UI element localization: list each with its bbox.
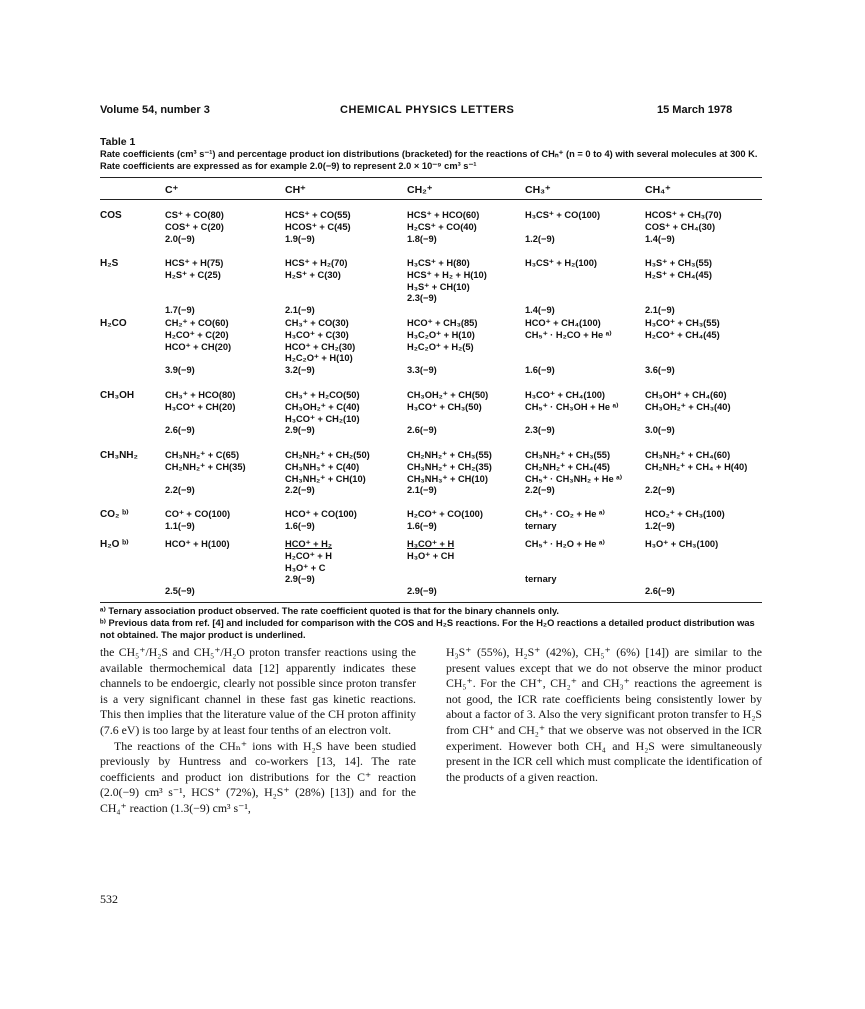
cell-line: H₃CO⁺ + CH₃(50) xyxy=(407,401,482,412)
cell-line: H₂S⁺ + C(30) xyxy=(285,269,341,280)
column-header-ch: CH⁺ xyxy=(285,184,306,196)
table-header-rule xyxy=(100,199,762,200)
row-label: H₂O ᵇ⁾ xyxy=(100,539,129,550)
cell-line xyxy=(165,293,223,305)
cell-line: H₃CO⁺ + H xyxy=(407,539,455,549)
cell-line: HCS⁺ + H₂ + H(10) xyxy=(407,269,487,280)
cell-line: 2.0(−9) xyxy=(165,233,195,244)
cell-line: CH₂NH₂⁺ + CH₃(55) xyxy=(407,450,492,460)
cell-line xyxy=(525,222,600,234)
cell-line: HCO⁺ + CO(100) xyxy=(285,509,357,519)
cell-line: H₂S⁺ + CH₄(45) xyxy=(645,269,712,280)
table-cell xyxy=(645,539,718,598)
cell-line xyxy=(525,353,612,365)
cell-line: H₃O⁺ + CH₃(100) xyxy=(645,539,719,549)
cell-line: H₃O⁺ + C xyxy=(285,562,326,573)
table-cell xyxy=(525,509,605,533)
table-cell xyxy=(285,390,360,437)
cell-line xyxy=(645,282,712,294)
cell-line: H₃S⁺ + CH₃(55) xyxy=(645,258,712,268)
table-caption: Rate coefficients (cm³ s⁻¹) and percentage product ion distributions (bracketed) for the reactions of CHₙ⁺ (n = 0 to 4) with several molecules at 300 K. Rate coefficients are expressed as for example 2.0(−9) to represent 2.0 × 10⁻⁹ cm³ s⁻¹ xyxy=(100,149,758,171)
table-cell xyxy=(165,258,223,317)
cell-line: CH₂NH₂⁺ + CH₄(45) xyxy=(525,461,611,472)
cell-line: 2.1(−9) xyxy=(285,305,315,316)
cell-line: H₂S⁺ + C(25) xyxy=(165,269,221,280)
cell-line: HCO⁺ + CH₄(100) xyxy=(525,318,601,328)
table-cell xyxy=(645,318,720,377)
cell-line xyxy=(285,293,348,305)
cell-line: CH₃⁺ + H₂CO(50) xyxy=(285,390,360,400)
table-cell xyxy=(525,450,622,497)
cell-line: H₃S⁺ + CH(10) xyxy=(407,281,470,292)
table-bottom-rule xyxy=(100,602,762,603)
cell-line: HCOS⁺ + C(45) xyxy=(285,221,351,232)
cell-line: CH₂⁺ + CO(60) xyxy=(165,318,229,328)
cell-line: HCO₂⁺ + CH₃(100) xyxy=(645,509,725,519)
cell-line: 1.9(−9) xyxy=(285,233,315,244)
cell-line: 1.2(−9) xyxy=(525,233,555,244)
footnote-b: ᵇ⁾ Previous data from ref. [4] and included for comparison with the COS and H₂S reactions. For the H₂O reactions a detailed product distribution was not obtained. The major product is underlined. xyxy=(100,618,755,640)
table-cell xyxy=(645,390,731,437)
cell-line xyxy=(165,563,230,575)
cell-line: 1.2(−9) xyxy=(645,520,675,531)
table-cell xyxy=(525,258,597,317)
cell-line: 2.1(−9) xyxy=(645,305,675,316)
column-header-ch3: CH₃⁺ xyxy=(525,184,551,196)
cell-line: 2.2(−9) xyxy=(645,485,675,496)
cell-line: CH₃OH₂⁺ + CH₃(40) xyxy=(645,401,731,412)
cell-line: CH₃NH₂⁺ + CH₃(55) xyxy=(525,450,611,460)
cell-line: HCS⁺ + H₂(70) xyxy=(285,258,348,268)
cell-line: H₂CS⁺ + CO(40) xyxy=(407,221,477,232)
cell-line: H₂C₂O⁺ + H₂(5) xyxy=(407,341,474,352)
table-cell xyxy=(285,258,348,317)
cell-line: 2.5(−9) xyxy=(165,586,195,597)
paragraph: H₃S⁺ (55%), H₂S⁺ (42%), CH₅⁺ (6%) [14]) are similar to the present values except that we do not observe the minor product CH₅⁺. For the CH⁺, CH₂⁺ and CH₃⁺ reactions the agreement is not good, the ICR rate coefficients being consistently lower by about a factor of 3. Also the very significant proton transfer to H₂S from CH⁺ and CH₂⁺ that we observe was not observed in the ICR experiment. However both CH₄ and H₂S were simultaneously present in the ICR cell which must complicate the identification of the products of a given reaction. xyxy=(446,645,762,784)
cell-line: HCO⁺ + CH₃(85) xyxy=(407,318,478,328)
cell-line: COS⁺ + C(20) xyxy=(165,221,224,232)
table-cell xyxy=(165,509,230,533)
table-cell xyxy=(407,390,488,437)
cell-line xyxy=(645,293,712,305)
cell-line: H₂CO⁺ + CH₄(45) xyxy=(645,329,720,340)
table-cell xyxy=(525,318,612,377)
table-cell xyxy=(165,450,246,497)
cell-line xyxy=(407,563,454,575)
cell-line: 2.6(−9) xyxy=(645,586,675,597)
cell-line: H₃O⁺ + CH xyxy=(407,550,455,561)
cell-line: CH₃OH₂⁺ + CH(50) xyxy=(407,390,489,400)
cell-line: CH₃NH₂⁺ + CH₄(60) xyxy=(645,450,731,460)
cell-line: 1.7(−9) xyxy=(165,305,195,316)
table-cell xyxy=(407,210,479,245)
cell-line: H₂CO⁺ + CO(100) xyxy=(407,509,483,519)
cell-line xyxy=(165,574,230,586)
cell-line: CH₂NH₂⁺ + CH₂(50) xyxy=(285,450,370,460)
cell-line xyxy=(165,551,230,563)
table-cell xyxy=(285,318,355,377)
table-top-rule xyxy=(100,177,762,178)
cell-line: 2.6(−9) xyxy=(165,425,195,436)
cell-line: 2.2(−9) xyxy=(285,485,315,496)
cell-line: CO⁺ + CO(100) xyxy=(165,509,231,519)
cell-line: 2.6(−9) xyxy=(407,425,437,436)
table-cell xyxy=(525,390,618,437)
cell-line: CH₃NH₃⁺ + CH(10) xyxy=(407,473,488,484)
cell-line: H₃CO⁺ + CH₄(100) xyxy=(525,390,606,400)
body-column-right xyxy=(446,645,762,785)
body-column-left xyxy=(100,645,416,817)
cell-line xyxy=(165,282,223,294)
cell-line xyxy=(645,551,718,563)
cell-line: H₃CO⁺ + CH₂(10) xyxy=(285,413,360,424)
cell-line: 3.9(−9) xyxy=(165,365,195,376)
table-cell xyxy=(645,258,712,317)
cell-line: 3.2(−9) xyxy=(285,365,315,376)
column-header-c: C⁺ xyxy=(165,184,179,196)
cell-line: 1.6(−9) xyxy=(525,365,555,376)
table-cell xyxy=(407,258,487,305)
cell-line xyxy=(525,282,597,294)
cell-line: 1.4(−9) xyxy=(525,305,555,316)
column-header-ch4: CH₄⁺ xyxy=(645,184,671,196)
table-cell xyxy=(525,210,600,245)
table-cell xyxy=(645,210,722,245)
cell-line: 3.0(−9) xyxy=(645,425,675,436)
cell-line: 2.3(−9) xyxy=(407,293,437,304)
running-header-journal: CHEMICAL PHYSICS LETTERS xyxy=(340,104,515,116)
cell-line: CH₃NH₂⁺ + CH(10) xyxy=(285,473,366,484)
cell-line: 1.1(−9) xyxy=(165,520,195,531)
cell-line: CH₃OH₂⁺ + C(40) xyxy=(285,401,360,412)
cell-line: CH₃⁺ + HCO(80) xyxy=(165,390,236,400)
cell-line: H₃CS⁺ + CO(100) xyxy=(525,210,601,220)
cell-line xyxy=(165,414,235,426)
table-cell xyxy=(645,450,747,497)
cell-line: CH₅⁺ · CO₂ + He ᵃ⁾ xyxy=(525,509,605,519)
cell-line: CH₅⁺ · CH₃NH₂ + He ᵃ⁾ xyxy=(525,473,622,484)
cell-line: 2.9(−9) xyxy=(407,586,437,597)
row-label: H₂S xyxy=(100,258,119,269)
cell-line: HCOS⁺ + CH₃(70) xyxy=(645,210,722,220)
cell-line: HCS⁺ + H(75) xyxy=(165,258,224,268)
paragraph: The reactions of the CHₙ⁺ ions with H₂S have been studied previously by Huntress and co-workers [13, 14]. The rate coefficients and product ion distributions for the C⁺ reaction (2.0(−9) cm³ s⁻¹, HCS⁺ (72%), H₂S⁺ (28%) [13]) and for the CH₄⁺ reaction (1.3(−9) cm³ s⁻¹, xyxy=(100,738,416,815)
table-cell xyxy=(285,210,351,245)
table-cell xyxy=(285,450,370,497)
cell-line: H₂CO⁺ + H xyxy=(285,550,333,561)
cell-line xyxy=(285,282,348,294)
cell-line xyxy=(407,414,488,426)
row-label: CH₃OH xyxy=(100,390,135,401)
cell-line: HCO⁺ + CH(20) xyxy=(165,341,232,352)
cell-line: H₃CO⁺ + C(30) xyxy=(285,329,349,340)
cell-line: 2.2(−9) xyxy=(525,485,555,496)
cell-line: 1.4(−9) xyxy=(645,233,675,244)
row-label: H₂CO xyxy=(100,318,127,329)
cell-line: CH₃NH₂⁺ + C(65) xyxy=(165,450,240,460)
cell-line xyxy=(645,342,720,354)
cell-line: CH₅⁺ · H₂O + He ᵃ⁾ xyxy=(525,539,605,549)
cell-line: 3.6(−9) xyxy=(645,365,675,376)
cell-line: CH₃NH₃⁺ + C(40) xyxy=(285,461,360,472)
cell-line: H₂C₂O⁺ + H(10) xyxy=(285,353,353,364)
cell-line: HCO⁺ + H(100) xyxy=(165,539,230,549)
cell-line: 2.9(−9) xyxy=(285,425,315,436)
cell-line: CH₅⁺ · CH₃OH + He ᵃ⁾ xyxy=(525,401,619,412)
cell-line xyxy=(645,414,731,426)
cell-line: CS⁺ + CO(80) xyxy=(165,210,224,220)
row-label: CH₃NH₂ xyxy=(100,450,138,461)
cell-line xyxy=(525,293,597,305)
cell-line: 2.1(−9) xyxy=(407,485,437,496)
cell-line: H₃C₂O⁺ + H(10) xyxy=(407,329,475,340)
cell-line: HCS⁺ + HCO(60) xyxy=(407,210,480,220)
cell-line xyxy=(645,574,718,586)
cell-line: 2.9(−9) xyxy=(285,574,315,585)
footnote-a: ᵃ⁾ Ternary association product observed. The rate coefficient quoted is that for the binary channels only. xyxy=(100,606,560,616)
cell-line: H₃CS⁺ + H₂(100) xyxy=(525,258,597,268)
cell-line: CH₃NH₂⁺ + CH₂(35) xyxy=(407,461,492,472)
cell-line xyxy=(525,414,618,426)
cell-line xyxy=(645,474,747,486)
table-cell xyxy=(645,509,725,533)
table-cell xyxy=(165,539,230,598)
cell-line: CH₂NH₂⁺ + CH₄ + H(40) xyxy=(645,461,748,472)
cell-line xyxy=(645,353,720,365)
column-header-ch2: CH₂⁺ xyxy=(407,184,433,196)
row-label: COS xyxy=(100,210,122,221)
cell-line xyxy=(525,342,612,354)
cell-line xyxy=(525,563,605,575)
cell-line xyxy=(407,353,477,365)
table-cell xyxy=(525,539,605,586)
cell-line: ternary xyxy=(525,574,557,585)
cell-line: 2.2(−9) xyxy=(165,485,195,496)
cell-line xyxy=(525,551,605,563)
table-title: Table 1 xyxy=(100,136,136,148)
cell-line: H₃CO⁺ + CH₃(55) xyxy=(645,318,720,328)
cell-line: H₃CO⁺ + CH(20) xyxy=(165,401,236,412)
cell-line: 1.6(−9) xyxy=(285,520,315,531)
cell-line: H₂CO⁺ + C(20) xyxy=(165,329,229,340)
cell-line: CH₃OH⁺ + CH₄(60) xyxy=(645,390,727,400)
cell-line: 1.8(−9) xyxy=(407,233,437,244)
table-cell xyxy=(285,539,332,586)
cell-line: HCO⁺ + CH₂(30) xyxy=(285,341,356,352)
table-cell xyxy=(407,450,492,497)
cell-line: H₃CS⁺ + H(80) xyxy=(407,258,470,268)
cell-line: CH₅⁺ · H₂CO + He ᵃ⁾ xyxy=(525,329,612,340)
table-cell xyxy=(165,390,235,437)
row-label: CO₂ ᵇ⁾ xyxy=(100,509,129,520)
table-cell xyxy=(285,509,357,533)
table-cell xyxy=(407,318,477,377)
cell-line xyxy=(165,474,246,486)
cell-line: 2.3(−9) xyxy=(525,425,555,436)
cell-line: HCO⁺ + H₂ xyxy=(285,539,333,549)
paragraph: the CH₅⁺/H₂S and CH₅⁺/H₂O proton transfer reactions using the available thermochemical data [12] apparently indicates these channels to be endoergic, clearly not possible since proton transfer is a very significant channel in these fast gas kinetic reactions. This then implies that the literature value of the CH proton affinity (7.6 eV) is too large by at least four tenths of an electron volt. xyxy=(100,645,416,737)
cell-line: ternary xyxy=(525,520,557,531)
running-header-date: 15 March 1978 xyxy=(657,104,733,116)
table-cell xyxy=(165,318,231,377)
cell-line xyxy=(407,574,454,586)
cell-line xyxy=(645,563,718,575)
table-cell xyxy=(407,539,454,598)
cell-line: 3.3(−9) xyxy=(407,365,437,376)
cell-line: CH₂NH₂⁺ + CH(35) xyxy=(165,461,246,472)
cell-line: 1.6(−9) xyxy=(407,520,437,531)
cell-line: HCS⁺ + CO(55) xyxy=(285,210,351,220)
cell-line xyxy=(165,353,231,365)
page-number: 532 xyxy=(100,892,118,906)
cell-line: CH₃⁺ + CO(30) xyxy=(285,318,349,328)
table-cell xyxy=(407,509,483,533)
cell-line xyxy=(525,270,597,282)
cell-line: COS⁺ + CH₄(30) xyxy=(645,221,716,232)
running-header-volume: Volume 54, number 3 xyxy=(100,104,210,116)
table-cell xyxy=(165,210,224,245)
